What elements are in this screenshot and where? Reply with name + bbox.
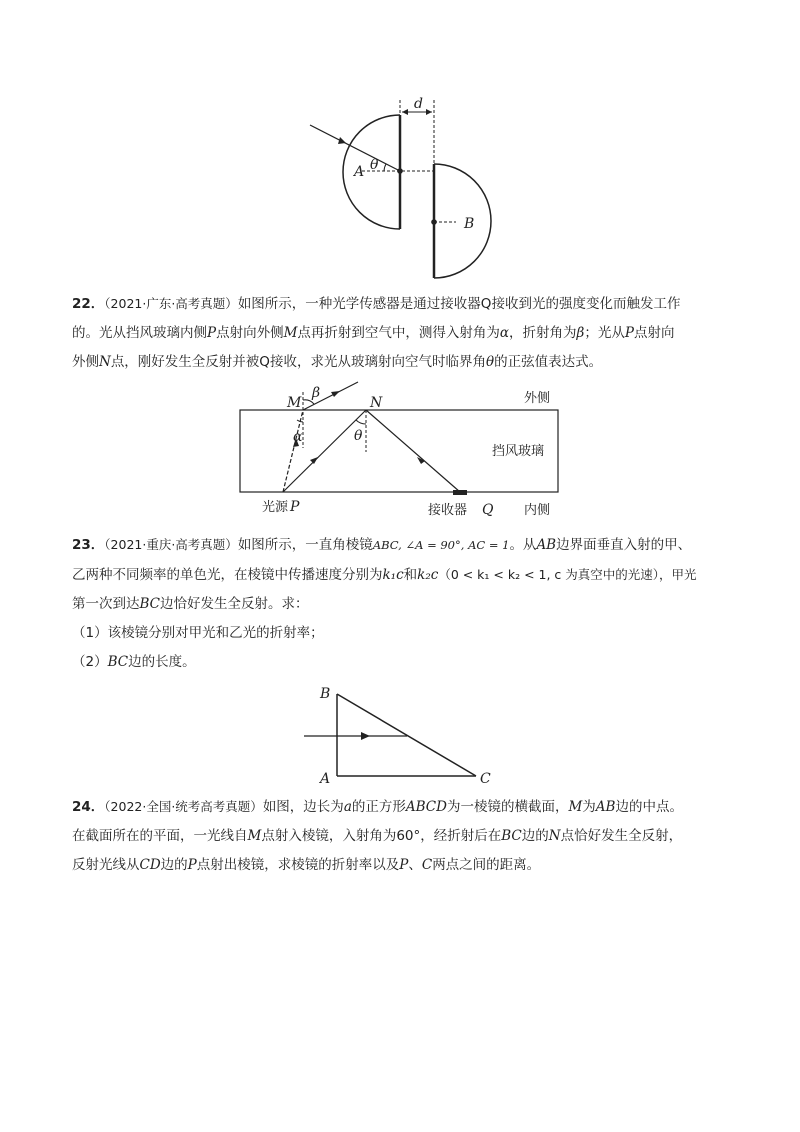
label-A: A <box>354 164 365 180</box>
var-k2c: k₂c <box>417 567 439 583</box>
var-C: C <box>421 857 433 873</box>
text: 的。光从挡风玻璃内侧 <box>72 325 207 341</box>
text: 两点之间的距离。 <box>432 857 541 873</box>
var-CD: CD <box>139 857 161 873</box>
text: 边的 <box>160 857 188 873</box>
text: 在截面所在的平面，一光线自 <box>72 828 248 844</box>
text: 的正弦值表达式。 <box>494 354 603 370</box>
text: 边的长度。 <box>128 654 196 670</box>
text: 乙两种不同频率的单色光，在棱镜中传播速度分别为 <box>72 567 383 583</box>
question-23 <box>72 530 732 677</box>
text: 为一棱镜的横截面， <box>446 799 569 815</box>
text: ；光从 <box>584 325 625 341</box>
figure-half-discs <box>300 95 500 285</box>
speed-condition: （0 < k₁ < k₂ < 1, c 为真空中的光速），甲光 <box>438 567 697 582</box>
prism-condition: ABC, ∠A = 90°, AC = 1 <box>372 538 510 552</box>
var-BC: BC <box>139 596 161 612</box>
var-P: P <box>207 325 217 341</box>
label-light-source: 光源 <box>262 500 289 515</box>
text: 点射向外侧 <box>216 325 284 341</box>
label-inner-side: 内侧 <box>524 503 551 518</box>
var-P: P <box>187 857 197 873</box>
label-P: P <box>290 499 300 515</box>
var-AB: AB <box>595 799 616 815</box>
label-C: C <box>480 771 491 787</box>
figure-prism <box>295 680 505 790</box>
question-number: 24． <box>72 799 105 815</box>
text: 反射光线从 <box>72 857 140 873</box>
var-BC: BC <box>501 828 522 844</box>
label-alpha: α <box>293 429 303 445</box>
label-receiver: 接收器 <box>428 503 468 518</box>
var-k1c: k₁c <box>382 567 404 583</box>
text: 点，刚好发生全反射并被Q接收，求光从玻璃射向空气时临界角 <box>110 354 486 370</box>
text: 点射出棱镜，求棱镜的折射率以及 <box>196 857 400 873</box>
text: 、 <box>408 857 422 873</box>
var-a: a <box>343 799 352 815</box>
text: （2） <box>72 654 108 670</box>
edge-BC <box>337 694 476 776</box>
text: ，折射角为 <box>509 325 577 341</box>
sub-question-1 <box>72 619 732 648</box>
text: 为 <box>582 799 596 815</box>
point-B-dot <box>431 219 437 225</box>
question-22 <box>72 289 732 377</box>
text: 边的 <box>521 828 549 844</box>
question-number: 23． <box>72 537 105 553</box>
text: （1）该棱镜分别对甲光和乙光的折射率； <box>72 625 324 641</box>
point-A-dot <box>397 168 403 174</box>
text: 和 <box>403 567 418 583</box>
question-number: 22． <box>72 296 105 312</box>
label-theta: θ <box>354 428 363 444</box>
text: 边界面垂直入射的甲、 <box>556 537 692 553</box>
label-B: B <box>320 686 331 702</box>
label-windshield-glass: 挡风玻璃 <box>492 444 545 459</box>
text: 外侧 <box>72 354 99 370</box>
var-M: M <box>283 325 298 341</box>
question-source: （2022·全国·统考高考真题） <box>104 799 263 814</box>
label-theta: θ <box>370 157 379 173</box>
text: 。从 <box>509 537 537 553</box>
text: 边的中点。 <box>615 799 683 815</box>
var-P: P <box>624 325 634 341</box>
var-ABCD: ABCD <box>405 799 447 815</box>
right-half-disc <box>434 164 491 278</box>
question-24 <box>72 792 732 880</box>
label-A: A <box>320 771 331 787</box>
var-P: P <box>399 857 409 873</box>
var-theta: θ <box>485 354 495 370</box>
label-M: M <box>287 395 302 411</box>
label-N: N <box>370 395 383 411</box>
label-beta: β <box>312 385 321 401</box>
receiver-block <box>453 490 467 495</box>
text: 边恰好发生全反射。求： <box>160 596 309 612</box>
var-N: N <box>548 828 561 844</box>
text: 如图所示，一直角棱镜 <box>237 537 373 553</box>
figure-windshield <box>230 378 600 523</box>
var-alpha: α <box>499 325 510 341</box>
sub-question-2 <box>72 648 732 677</box>
text: 如图，边长为 <box>262 799 344 815</box>
text: 点射入棱镜，入射角为60°，经折射后在 <box>261 828 502 844</box>
text: 第一次到达 <box>72 596 140 612</box>
var-M: M <box>247 828 262 844</box>
var-beta: β <box>576 325 585 341</box>
var-M: M <box>568 799 583 815</box>
text: 点射向 <box>633 325 675 341</box>
label-outer-side: 外侧 <box>524 391 551 406</box>
text: 点恰好发生全反射， <box>560 828 683 844</box>
question-source: （2021·重庆·高考真题） <box>104 537 238 552</box>
var-AB: AB <box>536 537 557 553</box>
label-B: B <box>464 216 475 232</box>
var-BC: BC <box>107 654 129 670</box>
label-d: d <box>414 96 423 112</box>
label-Q: Q <box>482 502 494 518</box>
text: 的正方形 <box>351 799 406 815</box>
ray-P-to-M <box>283 410 303 492</box>
question-source: （2021·广东·高考真题） <box>104 296 238 311</box>
text: 点再折射到空气中，测得入射角为 <box>297 325 500 341</box>
var-N: N <box>99 354 111 370</box>
text-line: 如图所示，一种光学传感器是通过接收器Q接收到光的强度变化而触发工作 <box>237 296 681 312</box>
ray-P-to-N <box>283 410 366 492</box>
ray-N-to-Q <box>366 410 460 492</box>
